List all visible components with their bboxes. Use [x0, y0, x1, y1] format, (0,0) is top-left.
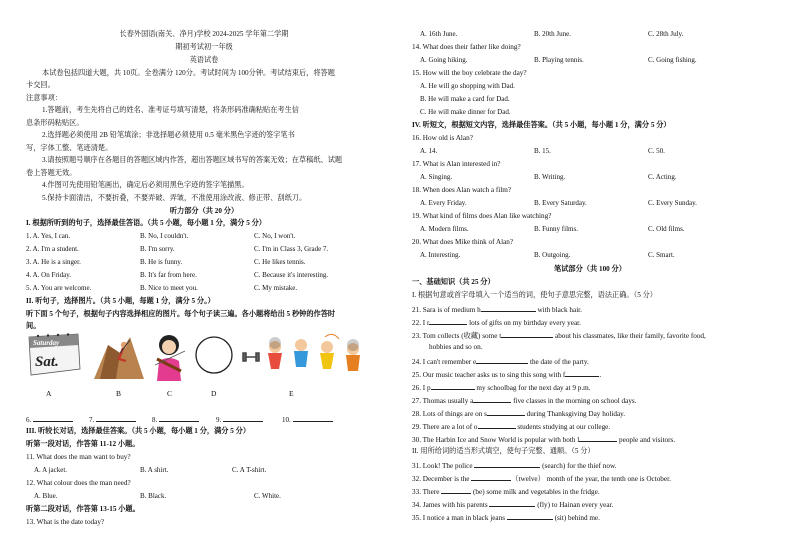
option-c[interactable]: C. He will make dinner for Dad.	[420, 108, 511, 116]
option-b[interactable]: B. Every Saturday.	[534, 199, 587, 207]
answer-blank[interactable]	[579, 434, 617, 442]
written-section-title: 笔试部分（共 100 分）	[554, 265, 626, 273]
fill-question: 32. December is the （twelve） month of the year, the tenth one is October.	[412, 475, 671, 483]
question-text: 19. What kind of films does Alan like watching?	[412, 212, 552, 220]
question-text: 16. How old is Alan?	[412, 134, 473, 142]
part2-instruction: 听下面 5 个句子，根据句子内容选择相应的图片。每个句子读三遍。各小题将给出 5 秒钟的作答时	[26, 310, 336, 318]
option-a[interactable]: 4. A. On Friday.	[26, 271, 72, 279]
option-c[interactable]: C. A T-shirt.	[232, 466, 267, 474]
intro-line: 卡交回。	[26, 81, 55, 89]
option-b[interactable]: B. No, I couldn't.	[140, 232, 189, 240]
subject-title: 英语试卷	[189, 56, 219, 64]
option-b[interactable]: B. Writing.	[534, 173, 566, 181]
fill-question: 33. There (be) some milk and vegetables in the fridge.	[412, 488, 600, 496]
part2-title: II. 听句子，选择图片。（共 5 小题，每题 1 分，满分 5 分。）	[26, 297, 215, 305]
fill-question: 21. Sara is of medium h with black hair.	[412, 306, 582, 314]
answer-blank[interactable]	[431, 382, 475, 390]
dialog-title: 听第一段对话，作答第 11-12 小题。	[26, 440, 140, 448]
option-b[interactable]: B. Outgoing.	[534, 251, 571, 259]
option-b[interactable]: B. Playing tennis.	[534, 56, 584, 64]
answer-blank[interactable]	[476, 356, 528, 364]
question-text: 13. What is the date today?	[26, 518, 105, 526]
school-title: 长春外国语(南关、净月)学校 2024-2025 学年第二学期	[119, 30, 289, 38]
fill-question: 26. I p my schoolbag for the next day at 9 p.m.	[412, 384, 591, 392]
answer-blank[interactable]	[223, 414, 263, 422]
blank-number: 8.	[152, 416, 158, 424]
answer-blank[interactable]	[159, 414, 199, 422]
fill-question: 29. There are a lot of o students studying at our college.	[412, 423, 611, 431]
question-text: 18. When does Alan watch a film?	[412, 186, 512, 194]
calendar-day-abbrev: Sat.	[35, 354, 59, 370]
kids-picture	[241, 331, 371, 385]
option-c[interactable]: C. Because it's interesting.	[254, 271, 329, 279]
fill-question-continuation: hobbies and so on.	[429, 343, 483, 351]
option-a[interactable]: A. Blue.	[34, 492, 58, 500]
option-b[interactable]: B. Nice to meet you.	[140, 284, 198, 292]
option-b[interactable]: B. 15.	[534, 147, 551, 155]
notes-title: 注意事项：	[26, 94, 62, 102]
option-c[interactable]: C. Every Sunday.	[648, 199, 697, 207]
fill-question: 24. I can't remember e the date of the party.	[412, 358, 589, 366]
option-b[interactable]: B. Black.	[140, 492, 167, 500]
option-a[interactable]: A. Singing.	[420, 173, 453, 181]
option-a[interactable]: A. Every Friday.	[420, 199, 467, 207]
blank-circle-picture	[194, 331, 234, 385]
picture-letter: C	[167, 389, 173, 398]
fill-question: 23. Tom collects (收藏) some t about his classmates, like their family, favorite food,	[412, 332, 706, 340]
option-b[interactable]: B. 20th June.	[534, 30, 571, 38]
blank-number: 10.	[282, 416, 291, 424]
blank-number: 6.	[26, 416, 32, 424]
option-c[interactable]: C. I'm in Class 3, Grade 7.	[254, 245, 329, 253]
part3-title: III. 听较长对话，选择最佳答案。（共 5 小题，每小题 1 分，满分 5 分）	[26, 427, 251, 435]
option-c[interactable]: C. No, I won't.	[254, 232, 296, 240]
answer-blank[interactable]	[481, 304, 536, 312]
answer-blank[interactable]	[565, 369, 599, 377]
note-line: 卷上答题无效。	[26, 169, 77, 177]
exam-title: 期初考试初一年级	[175, 43, 233, 51]
question-text: 15. How will the boy celebrate the day?	[412, 69, 527, 77]
question-text: 17. What is Alan interested in?	[412, 160, 501, 168]
option-a[interactable]: A. He will go shopping with Dad.	[420, 82, 515, 90]
part-i-title: I. 根据句意或首字母填入一个适当的词，使句子意思完整，语法正确。（5 分）	[412, 291, 657, 299]
picture-letter: B	[116, 389, 122, 398]
note-line: 2.选择题必须使用 2B 铅笔填涂；非选择题必须使用 0.5 毫米黑色字迹的签字笔书	[42, 131, 295, 139]
option-b[interactable]: B. He will make a card for Dad.	[420, 95, 510, 103]
option-c[interactable]: C. 50.	[648, 147, 665, 155]
fill-question: 28. Lots of things are on s during Thanksgiving Day holiday.	[412, 410, 626, 418]
question-text: 12. What colour does the man need?	[26, 479, 131, 487]
option-a[interactable]: A. 14.	[420, 147, 438, 155]
picture-letter: A	[46, 389, 52, 398]
answer-blank[interactable]	[507, 512, 553, 520]
question-text: 11. What does the man want to buy?	[26, 453, 131, 461]
fill-question: 31. Look! The police (search) for the thief now.	[412, 462, 617, 470]
answer-blank[interactable]	[293, 414, 333, 422]
violin-girl-picture	[151, 331, 189, 385]
part1-title: I. 根据所听到的句子，选择最佳答语。（共 5 小题，每小题 1 分，满分 5 分）	[26, 219, 266, 227]
answer-blank[interactable]	[96, 414, 136, 422]
note-line: 写，字体工整、笔迹清楚。	[26, 144, 113, 152]
basics-title: 一、基础知识（共 25 分）	[412, 278, 495, 286]
fill-question: 30. The Harbin Ice and Snow World is popular with both l people and visitors.	[412, 436, 676, 444]
option-a[interactable]: 5. A. You are welcome.	[26, 284, 92, 292]
option-b[interactable]: B. I'm sorry.	[140, 245, 175, 253]
answer-blank[interactable]	[478, 421, 516, 429]
fill-question: 25. Our music teacher asks us to sing this song with f .	[412, 371, 602, 379]
option-a[interactable]: A. Interesting.	[420, 251, 461, 259]
fill-question: 27. Thomas usually a five classes in the morning on school days.	[412, 397, 637, 405]
option-a[interactable]: A. Going hiking.	[420, 56, 468, 64]
option-a[interactable]: A. 16th June.	[420, 30, 458, 38]
option-b[interactable]: B. He is funny.	[140, 258, 183, 266]
note-line: 5.保持卡面清洁，不要折叠，不要弄破、弄皱，不准使用涂改液、修正带、刮纸刀。	[42, 194, 307, 202]
option-b[interactable]: B. A shirt.	[140, 466, 169, 474]
option-c[interactable]: C. Going fishing.	[648, 56, 697, 64]
answer-blank[interactable]	[441, 486, 471, 494]
option-a[interactable]: 3. A. He is a singer.	[26, 258, 81, 266]
note-line: 3.请按照题号顺序在各题目的答题区域内作答，超出答题区域书写的答案无效；在草稿纸、试题	[42, 156, 343, 164]
answer-blank[interactable]	[489, 499, 535, 507]
answer-blank[interactable]	[487, 408, 525, 416]
option-c[interactable]: C. He likes tennis.	[254, 258, 306, 266]
option-b[interactable]: B. Funny films.	[534, 225, 578, 233]
climbing-picture	[90, 331, 148, 385]
calendar-picture	[26, 331, 82, 385]
answer-blank[interactable]	[471, 473, 511, 481]
note-line: 息条形码粘贴区。	[26, 119, 84, 127]
option-c[interactable]: C. White.	[254, 492, 281, 500]
option-c[interactable]: C. My mistake.	[254, 284, 298, 292]
option-b[interactable]: B. It's far from here.	[140, 271, 197, 279]
question-text: 14. What does their father like doing?	[412, 43, 521, 51]
option-a[interactable]: A. A jacket.	[34, 466, 68, 474]
question-text: 20. What does Mike think of Alan?	[412, 238, 514, 246]
answer-blank[interactable]	[474, 460, 540, 468]
answer-blank[interactable]	[429, 317, 467, 325]
note-line: 1.答题前，考生先将自己的姓名、准考证号填写清楚，将条形码准确粘贴在考生信	[42, 106, 299, 114]
option-c[interactable]: C. 28th July.	[648, 30, 684, 38]
dialog-title: 听第二段对话，作答第 13-15 小题。	[26, 505, 140, 513]
fill-question: 22. I r lots of gifts on my birthday every year.	[412, 319, 581, 327]
answer-blank[interactable]	[33, 414, 73, 422]
fill-question: 35. I notice a man in black jeans (sit) behind me.	[412, 514, 600, 522]
option-c[interactable]: C. Old films.	[648, 225, 685, 233]
option-a[interactable]: A. Modern films.	[420, 225, 469, 233]
intro-line: 本试卷包括四道大题，共 10页。全卷满分 120分。考试时间为 100分钟。考试结束后，将答题	[42, 69, 335, 77]
option-c[interactable]: C. Acting.	[648, 173, 677, 181]
picture-letter: E	[289, 389, 294, 398]
option-c[interactable]: C. Smart.	[648, 251, 675, 259]
part2-instruction: 间。	[26, 322, 41, 330]
note-line: 4.作图可先使用铅笔画出，确定后必须用黑色字迹的签字笔描黑。	[42, 181, 249, 189]
calendar-day-label: Saturday	[33, 339, 60, 347]
option-a[interactable]: 2. A. I'm a student.	[26, 245, 79, 253]
fill-question: 34. James with his parents (fly) to Hainan every year.	[412, 501, 614, 509]
part4-title: IV. 听短文，根据短文内容，选择最佳答案。（共 5 小题，每小题 1 分，满分 5 分）	[412, 121, 671, 129]
answer-blank[interactable]	[473, 395, 511, 403]
part-ii-title: II. 用所给词的适当形式填空，使句子完整、通顺。（5 分）	[412, 447, 595, 455]
blank-number: 9.	[216, 416, 222, 424]
listening-section-title: 听力部分（共 20 分）	[169, 207, 239, 215]
blank-number: 7.	[89, 416, 95, 424]
option-a[interactable]: 1. A. Yes, I can.	[26, 232, 71, 240]
answer-blank[interactable]	[501, 330, 553, 338]
picture-letter: D	[211, 389, 217, 398]
